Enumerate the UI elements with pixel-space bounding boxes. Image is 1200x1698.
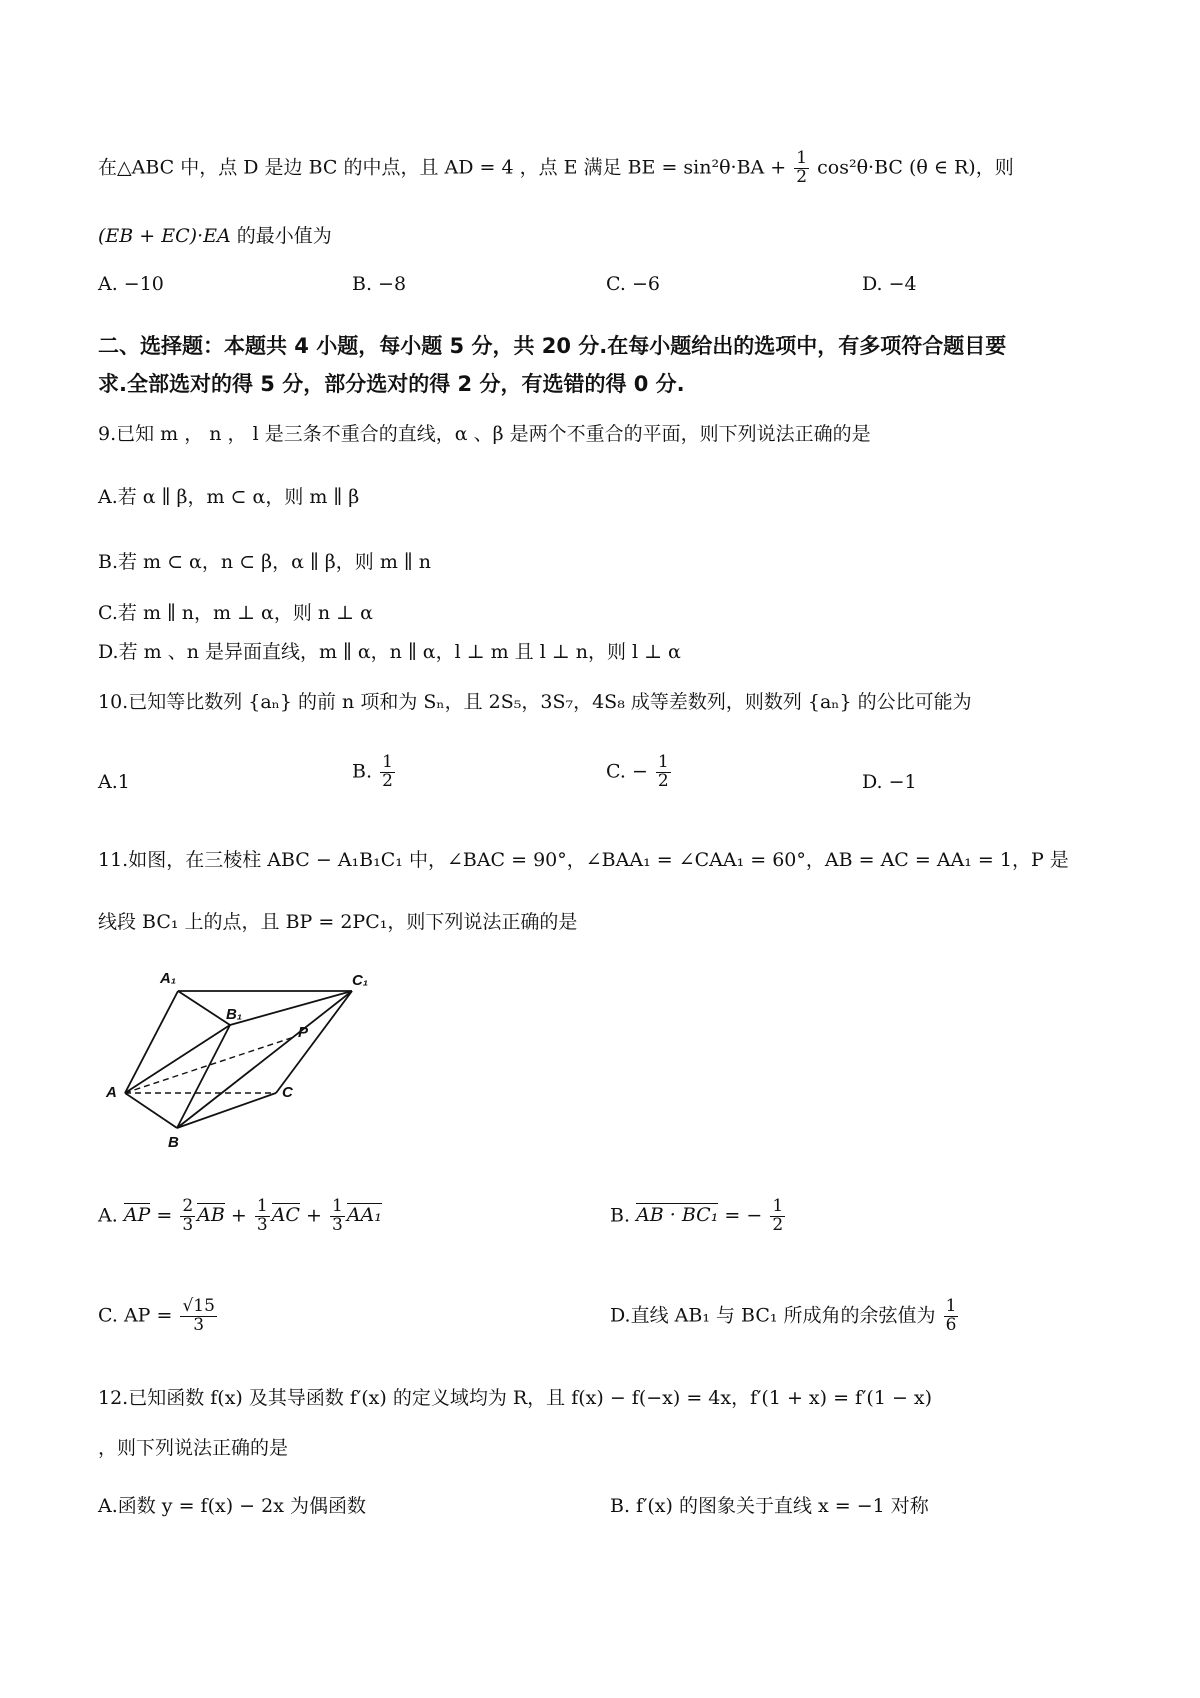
q10-option-b[interactable]	[352, 754, 397, 791]
q11-opt-a-label: A.	[98, 1204, 118, 1227]
figure-label-c1: C₁	[352, 972, 369, 989]
q9-option-c[interactable]: C.若 m ∥ n，m ⊥ α，则 n ⊥ α	[98, 602, 373, 624]
figure-label-c: C	[282, 1084, 293, 1101]
q11-opt-c-label: C. AP =	[98, 1304, 173, 1327]
q10-opt-b-den: 2	[382, 770, 393, 791]
q9-option-b[interactable]: B.若 m ⊂ α，n ⊂ β，α ∥ β，则 m ∥ n	[98, 551, 431, 573]
q10-stem: 10.已知等比数列 {aₙ} 的前 n 项和为 Sₙ，且 2S₅，3S₇，4S₈ 成等差数列，则数列 {aₙ} 的公比可能为	[98, 691, 972, 713]
figure-label-b1: B₁	[226, 1006, 243, 1023]
q8-frac-num: 1	[796, 148, 808, 168]
q11-opt-a-num-3: 1	[331, 1196, 343, 1216]
q12-option-a[interactable]: A.函数 y = f(x) − 2x 为偶函数	[98, 1495, 366, 1517]
section2-header-line1: 二、选择题：本题共 4 小题，每小题 5 分，共 20 分.在每小题给出的选项中，有多项符合题目要	[98, 334, 1007, 358]
q8-formula-fraction	[794, 150, 809, 187]
q10-opt-b-label: B.	[352, 760, 373, 783]
q11-opt-a-frac-1	[180, 1198, 195, 1235]
q11-opt-a-vec-1: AB	[197, 1204, 225, 1227]
q11-opt-a-vec-3: AA₁	[346, 1204, 382, 1227]
q8-option-d[interactable]: D. −4	[862, 273, 917, 295]
q9-option-d[interactable]: D.若 m 、n 是异面直线，m ∥ α，n ∥ α，l ⊥ m 且 l ⊥ n，则 l ⊥ α	[98, 641, 681, 663]
q8-option-a[interactable]: A. −10	[98, 273, 164, 295]
q11-opt-a-sign-1: =	[156, 1204, 173, 1227]
q10-opt-b-fraction	[380, 754, 395, 791]
q8-option-b[interactable]: B. −8	[352, 273, 407, 295]
q11-opt-a-frac-2	[255, 1198, 270, 1235]
q10-opt-c-label: C. −	[606, 760, 648, 783]
q11-opt-d-num: 1	[945, 1296, 957, 1316]
q10-opt-c-fraction	[656, 754, 671, 791]
q11-opt-d-den: 6	[945, 1314, 957, 1335]
q11-opt-a-num-2: 1	[256, 1196, 268, 1216]
q10-option-c[interactable]	[606, 754, 673, 791]
q8-text: 在△ABC 中，点 D 是边 BC 的中点，且 AD = 4 ，点 E 满足	[98, 156, 622, 179]
q9-stem: 9.已知 m ， n ， l 是三条不重合的直线，α 、β 是两个不重合的平面，则下列说法正确的是	[98, 423, 871, 445]
q12-option-b[interactable]: B. f′(x) 的图象关于直线 x = −1 对称	[610, 1495, 929, 1517]
q12-stem-line1: 12.已知函数 f(x) 及其导函数 f′(x) 的定义域均为 R，且 f(x) − f(−x) = 4x，f′(1 + x) = f′(1 − x)	[98, 1387, 933, 1409]
q11-option-d[interactable]	[610, 1298, 960, 1335]
q8-expr: (EB + EC)·EA	[98, 225, 231, 247]
q10-opt-c-den: 2	[657, 770, 669, 791]
q8-formula-part2: cos²θ·BC (θ ∈ R)，则	[817, 156, 1014, 179]
q11-opt-b-label: B.	[610, 1204, 631, 1227]
q11-opt-a-sign-2: +	[230, 1204, 247, 1227]
prism-figure	[100, 958, 390, 1170]
q11-opt-a-lhs: AP	[123, 1204, 151, 1227]
q11-opt-a-den-2: 3	[256, 1214, 268, 1235]
q8-formula-part1: BE = sin²θ·BA +	[627, 156, 787, 179]
q10-option-d[interactable]: D. −1	[862, 771, 917, 793]
q11-opt-c-den: 3	[193, 1314, 205, 1335]
figure-label-a1: A₁	[160, 970, 177, 987]
q8-frac-den: 2	[796, 166, 808, 187]
q11-opt-b-rhs: = −	[724, 1204, 763, 1227]
q10-option-a[interactable]: A.1	[98, 771, 130, 793]
q11-option-a[interactable]	[98, 1198, 382, 1235]
q11-opt-b-num: 1	[772, 1196, 784, 1216]
q11-opt-b-expr: AB · BC₁	[636, 1204, 719, 1227]
q11-opt-c-num: √15	[182, 1296, 215, 1316]
q11-opt-b-den: 2	[772, 1214, 784, 1235]
q11-opt-a-num-1: 2	[182, 1196, 194, 1216]
q11-opt-a-vec-2: AC	[271, 1204, 300, 1227]
q11-option-b[interactable]	[610, 1198, 787, 1235]
q8-line2	[98, 222, 332, 250]
q9-option-a[interactable]: A.若 α ∥ β，m ⊂ α，则 m ∥ β	[98, 486, 360, 508]
q10-opt-c-num: 1	[657, 752, 669, 772]
q11-opt-d-fraction	[944, 1298, 959, 1335]
q11-opt-a-frac-3	[330, 1198, 345, 1235]
section2-header-line2: 求.全部选对的得 5 分，部分选对的得 2 分，有选错的得 0 分.	[98, 372, 685, 396]
figure-label-p: P	[298, 1024, 309, 1041]
q11-stem-line1: 11.如图，在三棱柱 ABC − A₁B₁C₁ 中，∠BAC = 90°，∠BAA₁ = ∠CAA₁ = 60°，AB = AC = AA₁ = 1，P 是	[98, 849, 1069, 871]
q8-line1	[98, 150, 1014, 187]
q11-opt-a-den-3: 3	[331, 1214, 343, 1235]
prism-diagram	[100, 958, 390, 1170]
q11-opt-d-text: D.直线 AB₁ 与 BC₁ 所成角的余弦值为	[610, 1304, 936, 1327]
q11-opt-c-fraction	[180, 1298, 216, 1335]
q8-line2-text: 的最小值为	[236, 225, 332, 247]
q11-opt-a-den-1: 3	[182, 1214, 194, 1235]
q8-option-c[interactable]: C. −6	[606, 273, 660, 295]
figure-label-a: A	[106, 1084, 117, 1101]
q11-opt-b-fraction	[770, 1198, 785, 1235]
q11-option-c[interactable]	[98, 1298, 219, 1335]
q11-stem-line2: 线段 BC₁ 上的点，且 BP = 2PC₁，则下列说法正确的是	[98, 911, 578, 933]
q10-opt-b-num: 1	[382, 752, 393, 772]
q11-opt-a-sign-3: +	[306, 1204, 322, 1227]
figure-label-b: B	[168, 1134, 179, 1151]
q12-stem-line2: ，则下列说法正确的是	[98, 1437, 289, 1459]
